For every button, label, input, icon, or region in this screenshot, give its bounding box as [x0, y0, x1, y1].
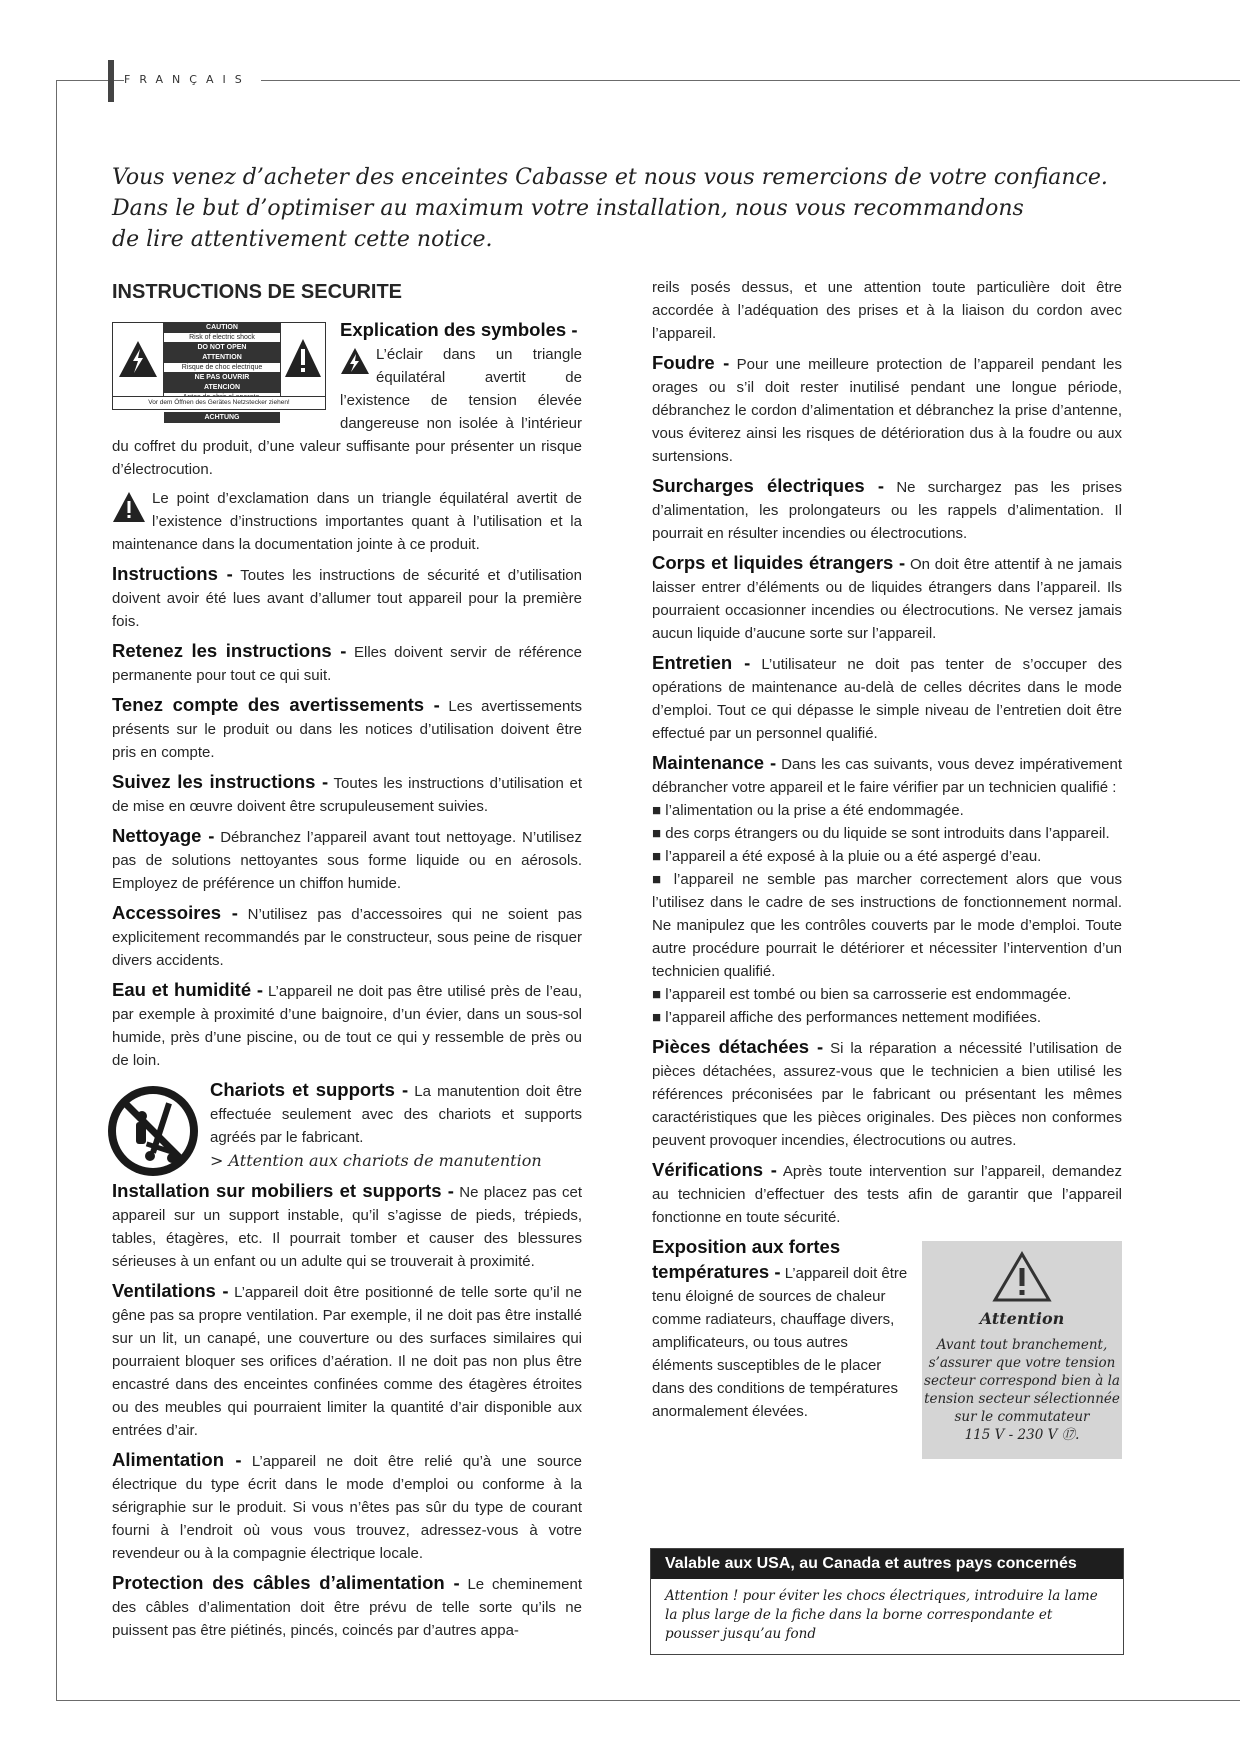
paragraph-surcharges: Surcharges électriques - Ne surchargez pas les prises d’alimentation, les prolongateurs ou les rappels d’alimentation. Il pourrait en résulter incendies ou électrocutions.: [652, 475, 1123, 542]
exclamation-triangle-icon: [112, 491, 146, 523]
cart-warning-icon: [106, 1084, 200, 1178]
bullet-icon: ■: [652, 802, 666, 819]
symbols-paragraph: Explication des symboles - L’éclair dans un triangle équilatéral avertit de l’existence de tension élevée dangereuse non isolée à l’intérieur du coffret du produit, d’une valeur suffisante pour présenter un risque d’électrocution.: [112, 319, 582, 478]
bullet-icon: ■: [652, 871, 674, 888]
paragraph-alimentation: Alimentation - L’appareil ne doit être relié qu’à une source électrique du type écrit dans le mode d’emploi ou conforme à la sérigraphie sur le produit. Si vous n’êtes pas sûr du type de courant fourni à l’endroit où vous vous trouvez, adressez-vous à votre revendeur ou à la compagnie électrique locale.: [112, 1449, 582, 1562]
attention-voltage: 115 V - 230 V ⑰.: [964, 1427, 1080, 1443]
attention-title: Attention: [979, 1309, 1065, 1328]
paragraph-chariots: Chariots et supports - La manutention doit être effectuée seulement avec des chariots et supports agréés par le fabricant. > Attention aux chariots de manutention: [210, 1079, 583, 1170]
paragraph-eau: Eau et humidité - L’appareil ne doit pas être utilisé près de l’eau, par exemple à proximité d’une baignoire, d’un évier, dans un sous-sol humide, près d’une piscine, ou de tout ce qui y ressemble de près ou de loin.: [112, 979, 582, 1069]
attention-text: Avant tout branchement, s’assurer que votre tension secteur correspond bien à la tension secteur sélectionnée sur le commutateur: [924, 1337, 1120, 1425]
paragraph-corps: Corps et liquides étrangers - On doit être attentif à ne jamais laisser entrer d’éléments ou de liquides étrangers dans l’appareil. Ils pourraient occasionner incendies ou électrocutions. Ne versez jamais aucun liquide d’aucune sorte sur l’appareil.: [652, 552, 1122, 642]
paragraph-accessoires: Accessoires - N’utilisez pas d’accessoires qui ne soient pas explicitement recommandés par le constructeur, sous peine de risquer divers accidents.: [112, 902, 582, 969]
caution-footer: Vor dem Öffnen des Gerätes Netzstecker ziehen!: [113, 396, 325, 409]
usa-heading: Valable aux USA, au Canada et autres pays concernés: [651, 1549, 1123, 1579]
chariots-block: [112, 1078, 582, 1179]
list-item: ■ l’appareil a été exposé à la pluie ou a été aspergé d’eau.: [652, 848, 1042, 865]
usa-text: Attention ! pour éviter les chocs électriques, introduire la lame la plus large de la fiche dans la borne correspondante et pousser jusqu’au fond: [665, 1588, 1098, 1642]
paragraph-continued: reils posés dessus, et une attention toute particulière doit être accordée à l’adéquation des prises et à la liaison du cordon avec l’appareil.: [652, 279, 1122, 342]
paragraph-protection: Protection des câbles d’alimentation - Le cheminement des câbles d’alimentation doit être prévu de telle sorte qu’ils ne puissent pas être piétinés, pincés, coincés par d’autres appa-: [112, 1572, 582, 1639]
intro-line: Dans le but d’optimiser au maximum votre installation, nous vous recommandons: [112, 196, 1024, 221]
paragraph-installation: Installation sur mobiliers et supports - Ne placez pas cet appareil sur un support instable, qu’il s’agisse de pieds, trépieds, tables, étagères, etc. Il pourrait tomber et causer des blessures sérieuses à un enfant ou un adulte qui se trouverait à proximité.: [112, 1180, 583, 1270]
paragraph-maintenance: Maintenance - Dans les cas suivants, vous devez impérativement débrancher votre appareil et le faire vérifier par un technicien qualifié :: [652, 752, 1123, 796]
list-item: ■ des corps étrangers ou du liquide se sont introduits dans l’appareil.: [652, 825, 1110, 842]
paragraph-entretien: Entretien - L’utilisateur ne doit pas tenter de s’occuper des opérations de maintenance au-delà de celles décrites dans le mode d’emploi. Tout ce qui dépasse le simple niveau de l’entretien doit être effectué par un personnel qualifié.: [652, 652, 1123, 742]
list-item: ■ l’appareil est tombé ou bien sa carrosserie est endommagée.: [652, 986, 1072, 1003]
left-column: [112, 270, 582, 1648]
bullet-icon: ■: [652, 848, 666, 865]
symbols-block: [112, 318, 582, 487]
exclamation-paragraph: Le point d’exclamation dans un triangle équilatéral avertit de l’existence d’instructions importantes quant à l’utilisation et la maintenance dans la documentation jointe à ce produit.: [112, 490, 582, 553]
attention-box: [922, 1241, 1122, 1459]
bullet-icon: ■: [652, 1009, 666, 1026]
warning-triangle-icon: [992, 1251, 1052, 1303]
intro-line: Vous venez d’acheter des enceintes Cabasse et nous vous remercions de votre confiance.: [112, 165, 1108, 190]
paragraph-suivez: Suivez les instructions - Toutes les instructions d’utilisation et de mise en œuvre doivent être scrupuleusement suivies.: [112, 771, 582, 815]
list-item: ■ l’alimentation ou la prise a été endommagée.: [652, 802, 964, 819]
bullet-icon: ■: [652, 986, 666, 1003]
paragraph-tenez: Tenez compte des avertissements - Les avertissements présents sur le produit ou dans les notices d’utilisation doivent être pris en compte.: [112, 694, 582, 761]
margin-rule: [56, 80, 57, 1700]
intro: [112, 162, 1112, 255]
exposition-block: [652, 1235, 1122, 1465]
paragraph-foudre: Foudre - Pour une meilleure protection de l’appareil pendant les orages ou s’il doit rester inutilisé pendant une longue période, débranchez le cordon d’alimentation et débranchez la prise d’antenne, vous éviterez ainsi les risques de détérioration dus à la foudre ou aux surtensions.: [652, 352, 1123, 465]
lightning-triangle-icon: [340, 347, 370, 375]
header-bar: [108, 60, 114, 102]
maintenance-list: [652, 799, 1122, 1029]
caution-label: [112, 322, 326, 421]
usa-notice: [650, 1548, 1124, 1655]
paragraph-nettoyage: Nettoyage - Débranchez l’appareil avant tout nettoyage. N’utilisez pas de solutions nettoyantes sous forme liquide ou en aérosols. Employez de préférence un chiffon humide.: [112, 825, 582, 892]
right-column: [652, 276, 1122, 1465]
paragraph-verifications: Vérifications - Après toute intervention sur l’appareil, demandez au technicien d’effectuer des tests afin de garantir que l’appareil fonctionne en toute sécurité.: [652, 1159, 1122, 1226]
paragraph-instructions: Instructions - Toutes les instructions de sécurité et d’utilisation doivent avoir été lues avant d’allumer tout appareil pour la première fois.: [112, 563, 582, 630]
caution-text: CAUTION Risk of electric shock DO NOT OPEN ATTENTION Risque de choc electrique NE PAS OUVRIR ATENCIÓN ACHTUNG: [164, 323, 280, 409]
paragraph-exposition: Exposition aux fortes températures - L’appareil doit être tenu éloigné de sources de chaleur comme radiateurs, chauffage divers, amplificateurs, ou tous autres éléments susceptibles de le placer dans des conditions de températures anormalement élevées.: [652, 1236, 908, 1420]
intro-line: de lire attentivement cette notice.: [112, 227, 493, 252]
language-label: FRANÇAIS: [124, 73, 261, 87]
list-item: ■ l’appareil affiche des performances nettement modifiées.: [652, 1009, 1041, 1026]
section-title: INSTRUCTIONS DE SECURITE: [112, 281, 403, 303]
paragraph-ventilations: Ventilations - L’appareil doit être positionné de telle sorte qu’il ne gêne pas sa propre ventilation. Par exemple, il ne doit pas être installé sur un lit, un canapé, une couverture ou des surfaces similaires qui pourraient bloquer ses orifices d’aération. Il ne doit pas non plus être encastré dans des enceintes confinées comme des étagères étroites ou des meubles qui pourraient limiter la quantité d’air disponible aux entrées d’air.: [112, 1280, 582, 1439]
list-item: ■ l’appareil ne semble pas marcher correctement alors que vous l’utilisez dans le cadre de ses instructions de fonctionnement normal. Ne manipulez que les contrôles couverts par le mode d’emploi. Toute autre procédure pourrait le détériorer et nécessiter l’intervention d’un technicien qualifié.: [652, 871, 1122, 980]
bullet-icon: ■: [652, 825, 666, 842]
paragraph-retenez: Retenez les instructions - Elles doivent servir de référence permanente pour tout ce qui suit.: [112, 640, 583, 684]
paragraph-pieces: Pièces détachées - Si la réparation a nécessité l’utilisation de pièces détachées, assurez-vous que le technicien a bien utilisé les références préconisées par le fabricant ou présentant les mêmes caractéristiques que les pièces originales. Des pièces non conformes peuvent provoquer incendies, électrocutions ou autres.: [652, 1036, 1123, 1149]
footer-rule: [56, 1700, 1240, 1701]
